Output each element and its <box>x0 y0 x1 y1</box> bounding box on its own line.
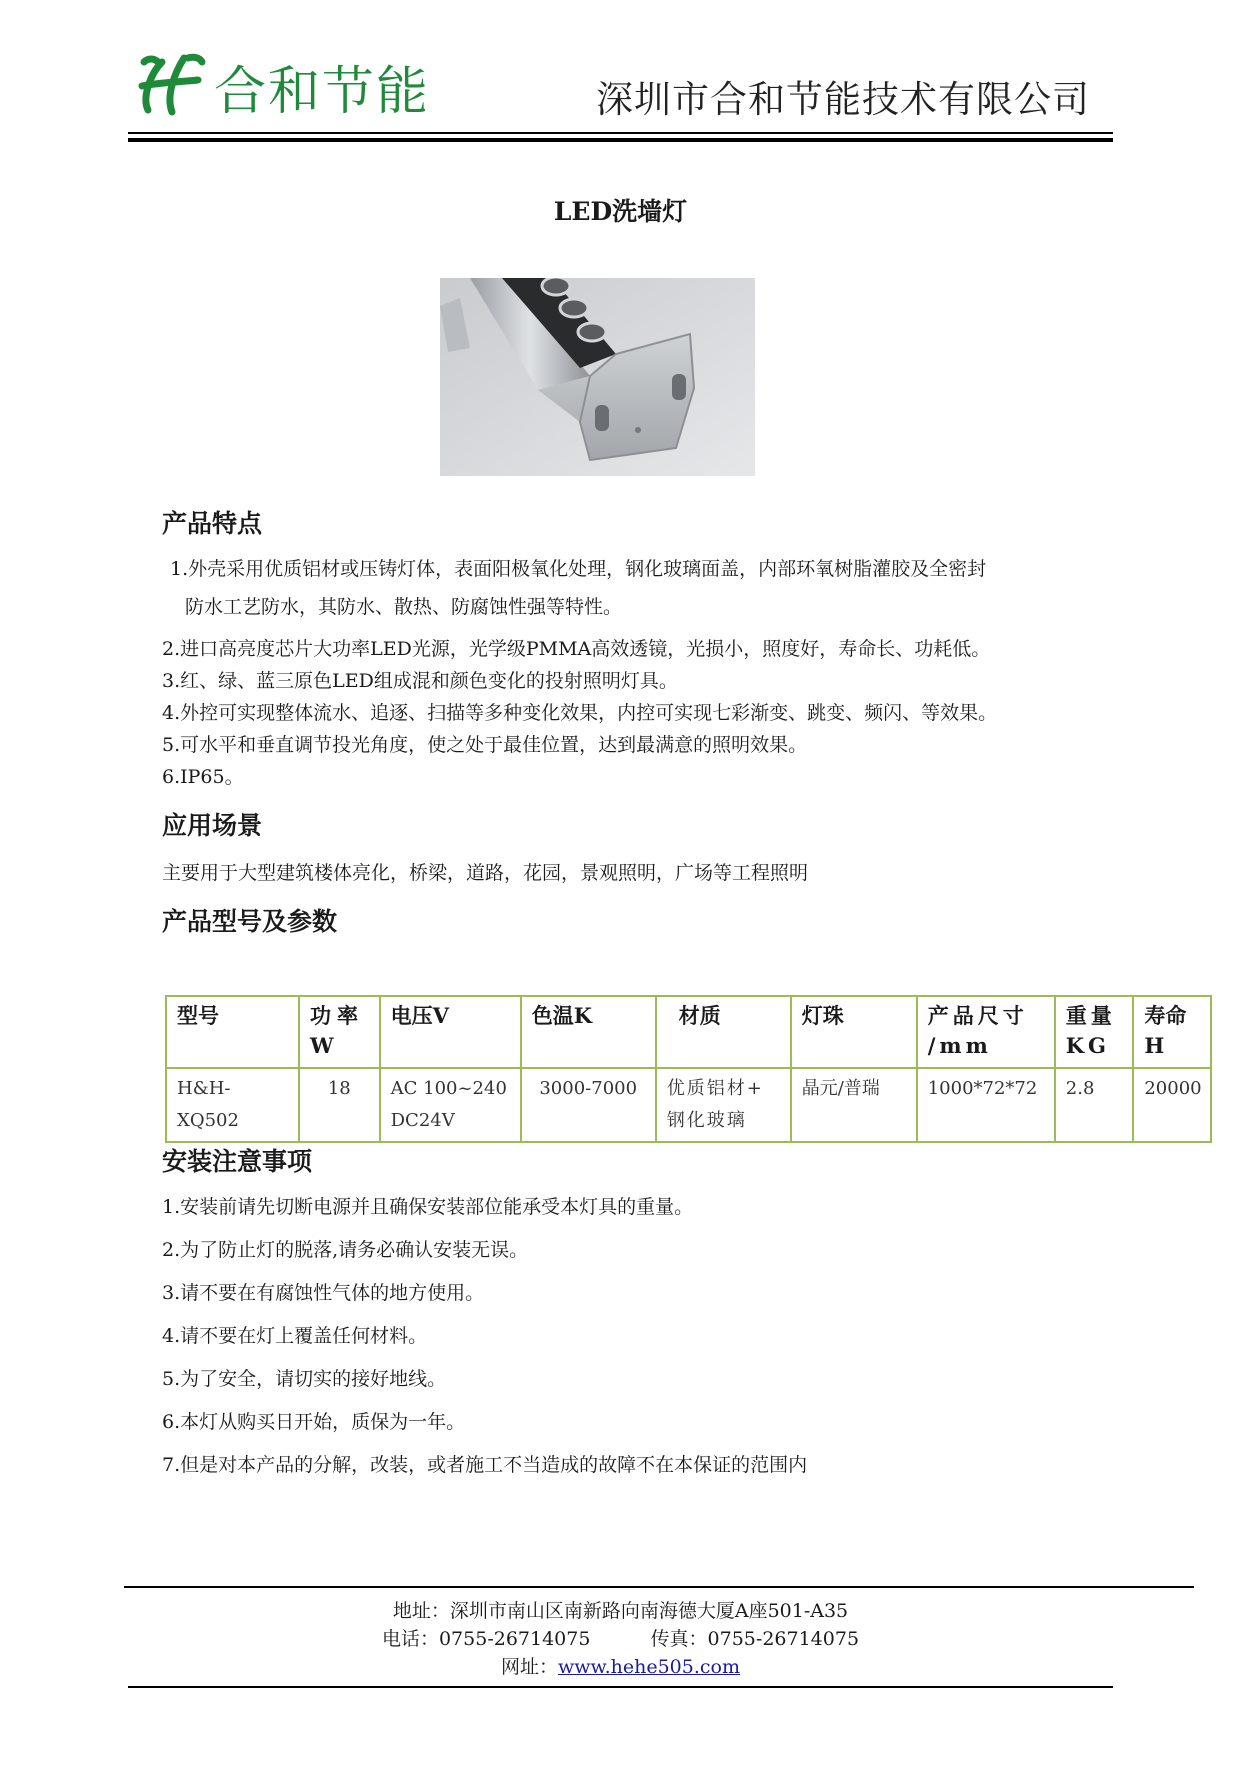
applications-heading: 应用场景 <box>162 811 263 840</box>
cell-size: 1000*72*72 <box>917 1068 1055 1142</box>
spec-table <box>165 995 1212 1143</box>
header-cell-led: 灯珠 <box>791 996 917 1068</box>
header-cell-weight: 重量 KG <box>1055 996 1134 1068</box>
header-cell-material: 材质 <box>656 996 791 1068</box>
logo-text: 合和节能 <box>214 62 431 122</box>
cell-weight: 2.8 <box>1055 1068 1134 1142</box>
company-name: 深圳市合和节能技术有限公司 <box>596 78 1090 121</box>
feature-item: 5.可水平和垂直调节投光角度，使之处于最佳位置，达到最满意的照明效果。 <box>162 734 808 756</box>
table-header-row <box>166 996 1211 1068</box>
header-cell-lifetime: 寿命 H <box>1133 996 1211 1068</box>
header-cell-model: 型号 <box>166 996 299 1068</box>
installation-item: 4.请不要在灯上覆盖任何材料。 <box>162 1325 428 1347</box>
header-rule <box>128 132 1113 134</box>
feature-item: 6.IP65。 <box>162 766 244 788</box>
applications-text: 主要用于大型建筑楼体亮化，桥梁，道路，花园，景观照明，广场等工程照明 <box>162 862 809 884</box>
header-cell-voltage: 电压V <box>380 996 521 1068</box>
installation-item: 7.但是对本产品的分解，改装，或者施工不当造成的故障不在本保证的范围内 <box>162 1454 808 1476</box>
logo-mark <box>128 52 210 118</box>
cell-color-temp: 3000-7000 <box>521 1068 656 1142</box>
header-cell-power: 功率 W <box>299 996 380 1068</box>
footer-rule <box>124 1586 1194 1588</box>
feature-item: 4.外控可实现整体流水、追逐、扫描等多种变化效果，内控可实现七彩渐变、跳变、频闪、等效果。 <box>162 702 998 724</box>
installation-item: 5.为了安全，请切实的接好地线。 <box>162 1368 447 1390</box>
footer-fax: 传真：0755-26714075 <box>650 1628 860 1650</box>
cell-voltage: AC 100~240 DC24V <box>380 1068 521 1142</box>
feature-item: 防水工艺防水，其防水、散热、防腐蚀性强等特性。 <box>185 596 623 618</box>
feature-item: 1.外壳采用优质铝材或压铸灯体，表面阳极氧化处理，钢化玻璃面盖，内部环氧树脂灌胶及全密封 <box>170 558 987 580</box>
feature-item: 3.红、绿、蓝三原色LED组成混和颜色变化的投射照明灯具。 <box>162 670 678 692</box>
website-link[interactable]: www.hehe505.com <box>558 1656 740 1678</box>
cell-model: H&H-XQ502 <box>166 1068 299 1142</box>
footer-contact <box>0 1626 1241 1652</box>
installation-item: 1.安装前请先切断电源并且确保安装部位能承受本灯具的重量。 <box>162 1196 694 1218</box>
installation-item: 2.为了防止灯的脱落,请务必确认安装无误。 <box>162 1239 529 1261</box>
cell-led: 晶元/普瑞 <box>791 1068 917 1142</box>
footer-rule-bottom <box>128 1686 1113 1688</box>
feature-item: 2.进口高亮度芯片大功率LED光源，光学级PMMA高效透镜，光损小，照度好，寿命长、功耗低。 <box>162 638 991 660</box>
cell-lifetime: 20000 <box>1133 1068 1211 1142</box>
header-cell-color-temp: 色温K <box>521 996 656 1068</box>
footer-web-label: 网址： <box>501 1656 559 1678</box>
installation-item: 3.请不要在有腐蚀性气体的地方使用。 <box>162 1282 485 1304</box>
product-photo <box>440 278 755 476</box>
header-cell-size: 产品尺寸 /mm <box>917 996 1055 1068</box>
header-rule-thick <box>128 138 1113 142</box>
page-title: LED洗墙灯 <box>553 197 688 226</box>
footer-web <box>0 1654 1241 1680</box>
footer-phone: 电话：0755-26714075 <box>381 1628 591 1650</box>
specs-heading: 产品型号及参数 <box>162 907 338 936</box>
installation-item: 6.本灯从购买日开始，质保为一年。 <box>162 1411 466 1433</box>
cell-material: 优质铝材+ 钢化玻璃 <box>656 1068 791 1142</box>
table-row <box>166 1068 1211 1142</box>
cell-power: 18 <box>299 1068 380 1142</box>
installation-heading: 安装注意事项 <box>162 1147 313 1176</box>
footer-address: 地址：深圳市南山区南新路向南海德大厦A座501-A35 <box>392 1600 849 1622</box>
features-heading: 产品特点 <box>162 509 263 538</box>
